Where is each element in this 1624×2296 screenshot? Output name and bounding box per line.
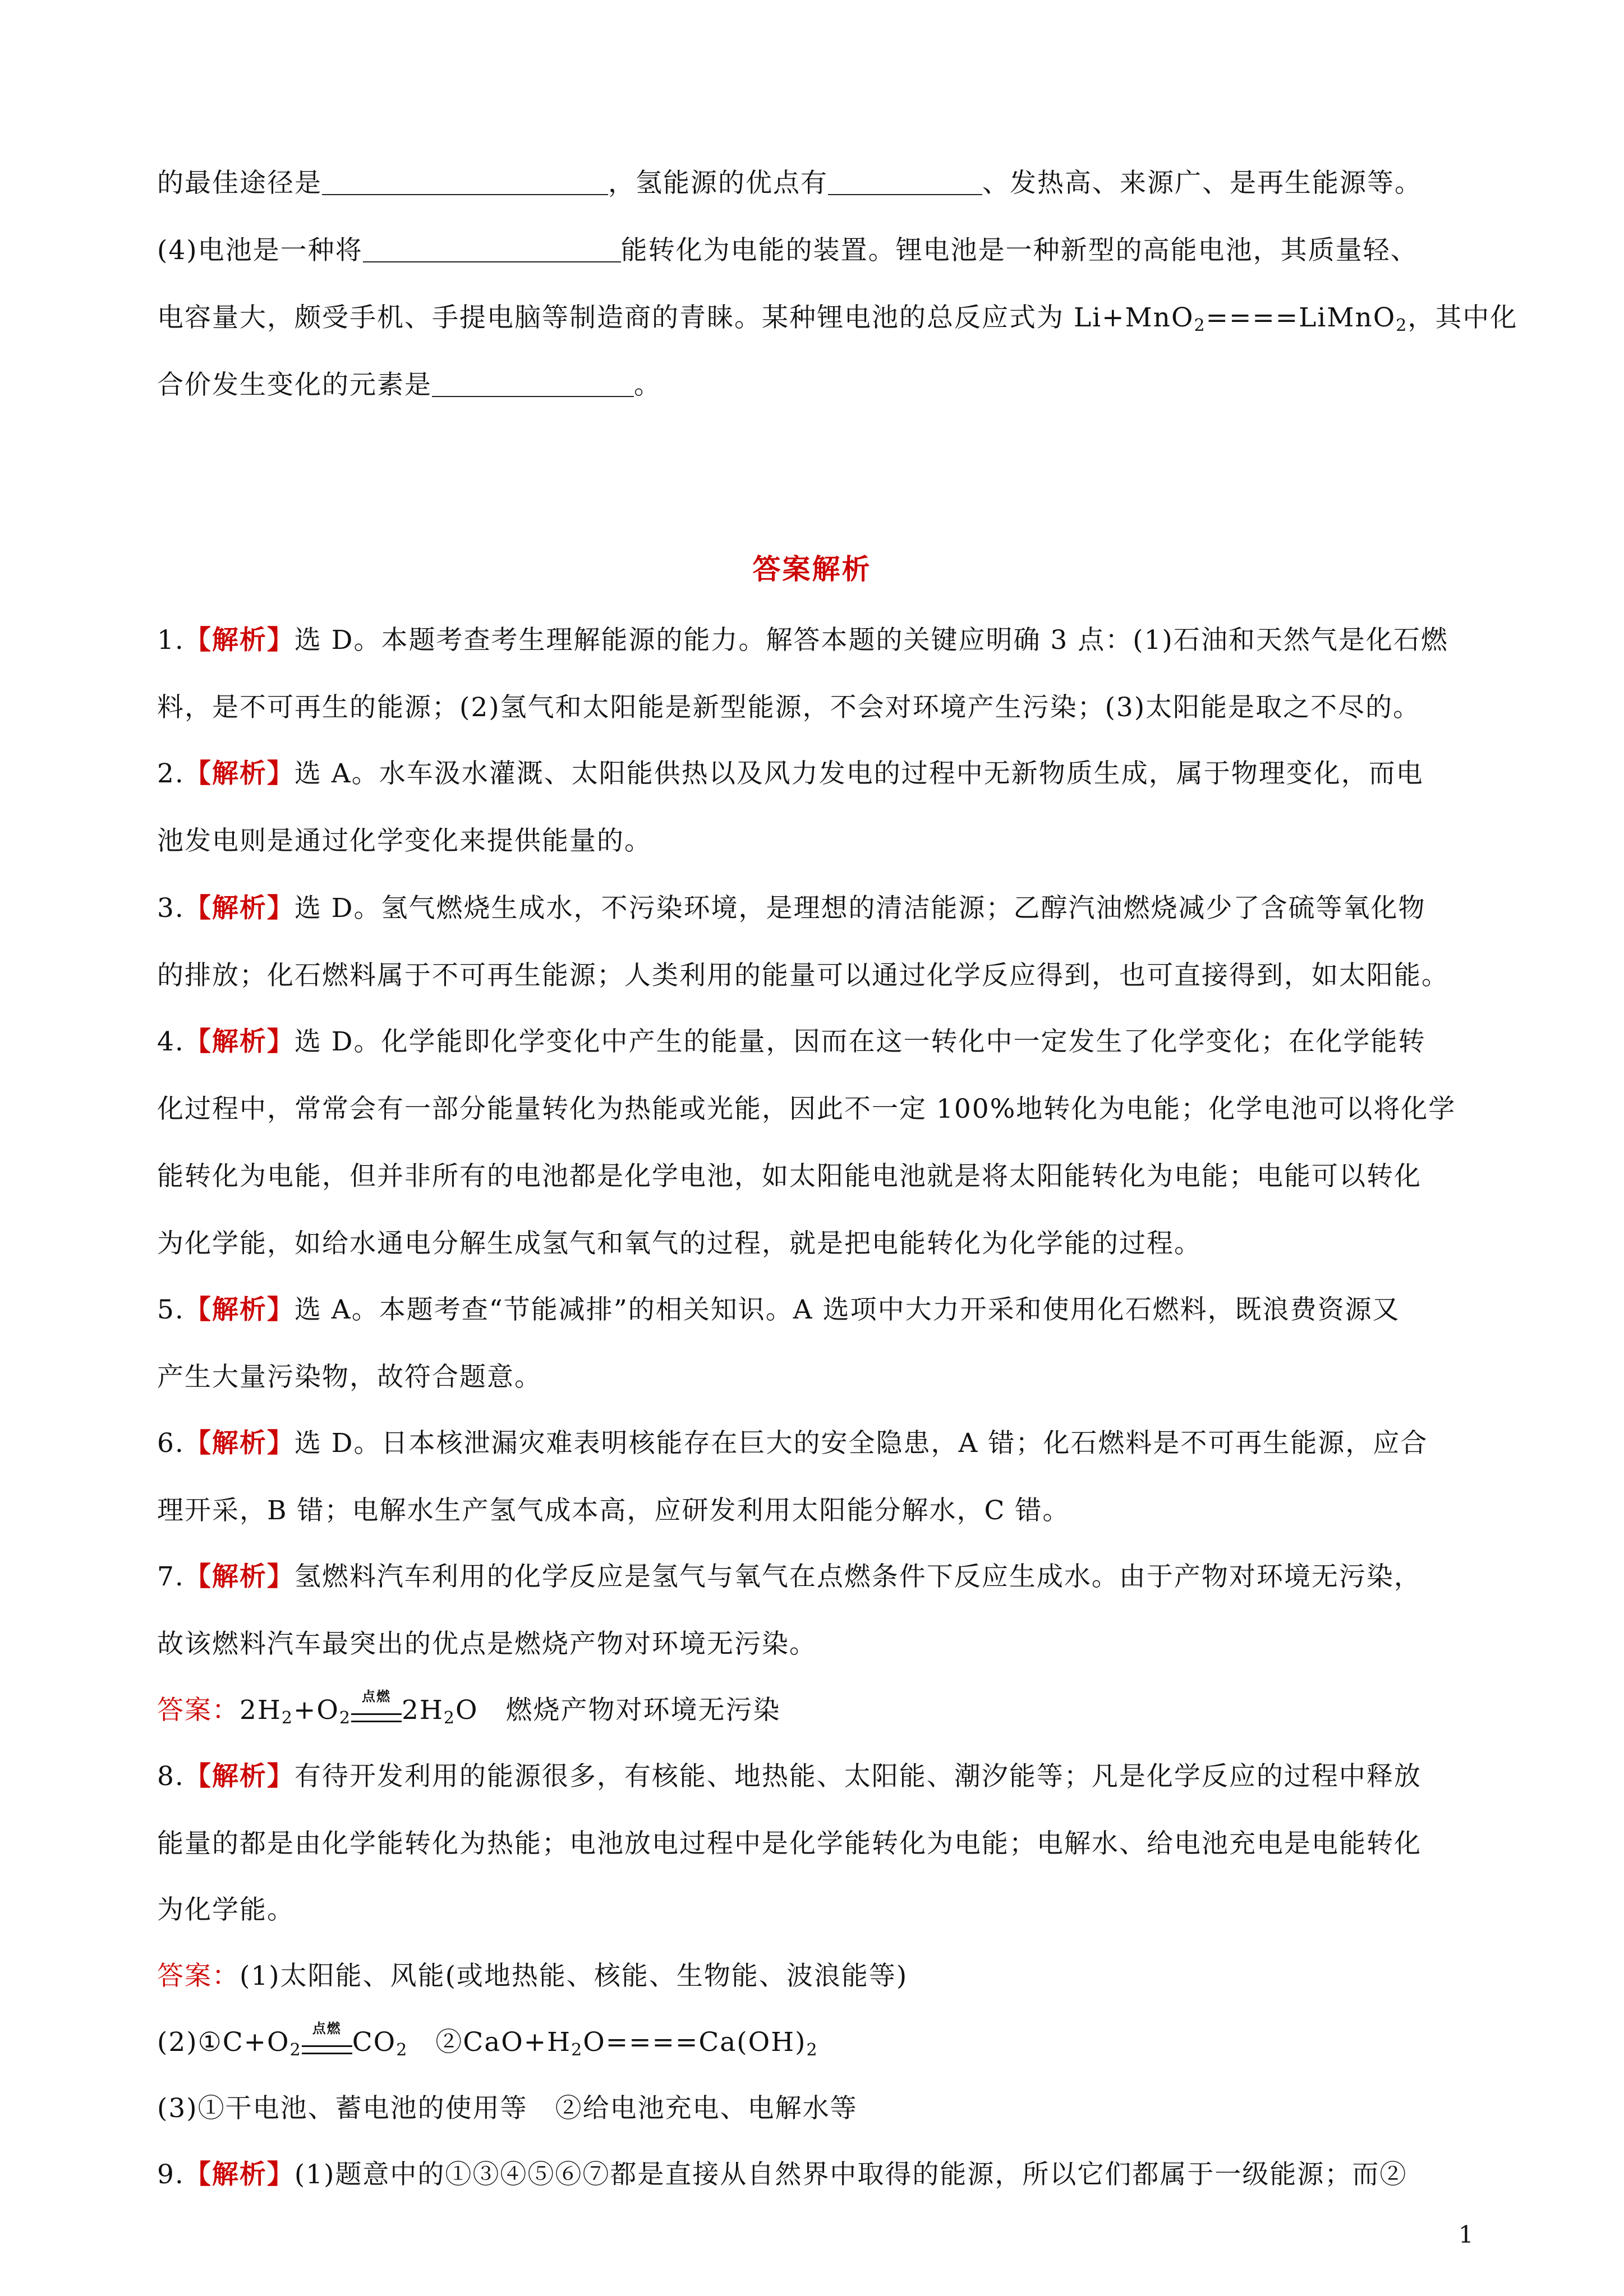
text-segment: 合价发生变化的元素是 <box>157 370 432 400</box>
subscript: 2 <box>571 2040 583 2060</box>
formula-part: CO <box>352 2027 397 2058</box>
answer-label: 答案： <box>157 1961 240 1991</box>
fill-blank <box>828 172 982 195</box>
answer-item-2 <box>157 756 1478 792</box>
analysis-tag: 【解析】 <box>184 1294 295 1325</box>
analysis-tag: 【解析】 <box>184 1026 295 1057</box>
item-number: 1. <box>157 625 185 656</box>
subscript: 2 <box>806 2040 818 2060</box>
text-segment: 料，是不可再生的能源；(2)氢气和太阳能是新型能源，不会对环境产生污染；(3)太阳能是取之不尽的。 <box>157 692 1421 723</box>
text-segment: 化过程中，常常会有一部分能量转化为热能或光能，因此不一定 100%地转化为电能；化学电池可以将化学 <box>157 1094 1456 1124</box>
analysis-tag: 【解析】 <box>184 1561 295 1592</box>
item-number: 7. <box>157 1561 185 1592</box>
text-segment: (4)电池是一种将 <box>157 235 363 266</box>
formula-part: (2)①C+O <box>157 2027 290 2058</box>
text-segment: 为化学能，如给水通电分解生成氢气和氧气的过程，就是把电能转化为化学能的过程。 <box>157 1228 1202 1259</box>
text-segment: 能转化为电能，但并非所有的电池都是化学电池，如太阳能电池就是将太阳能转化为电能；电能可以转化 <box>157 1161 1421 1192</box>
answer-item-4 <box>157 1024 1478 1060</box>
fill-blank <box>363 239 621 262</box>
text-segment: 池发电则是通过化学变化来提供能量的。 <box>157 826 652 856</box>
answer-item-8 <box>157 1759 1478 1795</box>
subscript: 2 <box>1396 316 1408 335</box>
answer-line-8-2 <box>157 2020 1478 2060</box>
text-segment: ，其中化 <box>1407 302 1518 333</box>
text-segment: 。 <box>634 370 661 400</box>
section-title: 答案解析 <box>752 552 872 585</box>
analysis-tag: 【解析】 <box>184 1428 295 1459</box>
reaction-condition-sign <box>351 1688 402 1722</box>
subscript: 2 <box>396 2040 408 2060</box>
answer-item-4-cont <box>157 1091 1478 1127</box>
text-segment: 有待开发利用的能源很多，有核能、地热能、太阳能、潮汐能等；凡是化学反应的过程中释放 <box>294 1761 1421 1792</box>
subscript: 2 <box>289 2040 302 2060</box>
question-text-line <box>157 300 1518 336</box>
formula-part: O====Ca(OH) <box>583 2027 807 2058</box>
answer-item-8-cont <box>157 1826 1478 1862</box>
answer-item-3-cont <box>157 958 1478 994</box>
answer-item-6-cont <box>157 1493 1478 1529</box>
analysis-tag: 【解析】 <box>184 1761 295 1792</box>
answer-item-5 <box>157 1292 1478 1328</box>
text-segment: 为化学能。 <box>157 1894 295 1925</box>
answer-item-8-cont <box>157 1892 1478 1928</box>
text-segment: 故该燃料汽车最突出的优点是燃烧产物对环境无污染。 <box>157 1629 817 1659</box>
item-number: 9. <box>157 2159 185 2190</box>
formula-part: 2H <box>240 1695 282 1726</box>
answer-item-7-cont <box>157 1626 1478 1662</box>
item-number: 8. <box>157 1761 185 1792</box>
reaction-condition-sign <box>302 2020 352 2054</box>
text-segment: (1)题意中的①③④⑤⑥⑦都是直接从自然界中取得的能源，所以它们都属于一级能源；而② <box>294 2159 1407 2190</box>
text-segment: 、发热高、来源广、是再生能源等。 <box>982 168 1422 199</box>
text-segment: (1)太阳能、风能(或地热能、核能、生物能、波浪能等) <box>240 1961 908 1991</box>
text-segment: 选 D。氢气燃烧生成水，不污染环境，是理想的清洁能源；乙醇汽油燃烧减少了含硫等氧化物 <box>294 893 1426 924</box>
text-segment: 能转化为电能的装置。锂电池是一种新型的高能电池，其质量轻、 <box>620 235 1418 266</box>
text-segment: 的排放；化石燃料属于不可再生能源；人类利用的能量可以通过化学反应得到，也可直接得到，如太阳能。 <box>157 960 1449 991</box>
answer-item-9 <box>157 2157 1478 2193</box>
condition-label: 点燃 <box>312 2020 342 2036</box>
page-number: 1 <box>1459 2221 1474 2248</box>
answer-item-3 <box>157 891 1478 926</box>
question-text-line <box>157 233 1478 269</box>
answer-item-1 <box>157 623 1478 658</box>
analysis-tag: 【解析】 <box>184 758 295 789</box>
answer-item-2-cont <box>157 823 1478 859</box>
text-segment: 的最佳途径是 <box>157 168 322 199</box>
formula-part: +O <box>293 1695 339 1726</box>
text-segment: 产生大量污染物，故符合题意。 <box>157 1362 542 1393</box>
text-segment: 选 A。本题考查“节能减排”的相关知识。A 选项中大力开采和使用化石燃料，既浪费资源又 <box>294 1294 1400 1325</box>
subscript: 2 <box>339 1708 351 1728</box>
equals-bars <box>351 1713 402 1722</box>
formula-part: 2H <box>402 1695 444 1726</box>
text-segment: 电容量大，颇受手机、手提电脑等制造商的青睐。某种锂电池的总反应式为 Li+MnO <box>157 302 1194 333</box>
item-number: 2. <box>157 758 185 789</box>
equals-bars <box>302 2045 352 2054</box>
answer-item-4-cont <box>157 1226 1478 1262</box>
subscript: 2 <box>1194 316 1206 335</box>
text-segment: 理开采，B 错；电解水生产氢气成本高，应研发利用太阳能分解水，C 错。 <box>157 1495 1070 1526</box>
subscript: 2 <box>443 1708 456 1728</box>
formula-part: ②CaO+H <box>408 2027 572 2058</box>
item-number: 6. <box>157 1428 185 1459</box>
answer-line-8 <box>157 1958 1478 1994</box>
analysis-tag: 【解析】 <box>184 893 295 924</box>
text-segment: 能量的都是由化学能转化为热能；电池放电过程中是化学能转化为电能；电解水、给电池充电是电能转化 <box>157 1828 1421 1859</box>
fill-blank <box>432 374 634 397</box>
text-segment: 选 D。本题考查考生理解能源的能力。解答本题的关键应明确 3 点：(1)石油和天然气是化石燃 <box>294 625 1448 656</box>
answer-item-4-cont <box>157 1159 1478 1195</box>
analysis-tag: 【解析】 <box>184 625 295 656</box>
answer-item-7 <box>157 1559 1478 1595</box>
analysis-tag: 【解析】 <box>184 2159 295 2190</box>
fill-blank <box>322 172 608 195</box>
condition-label: 点燃 <box>362 1688 391 1704</box>
text-segment: ====LiMnO <box>1206 302 1396 333</box>
question-text-line <box>157 165 1478 201</box>
item-number: 5. <box>157 1294 185 1325</box>
text-segment: (3)①干电池、蓄电池的使用等 ②给电池充电、电解水等 <box>157 2093 858 2124</box>
item-number: 3. <box>157 893 185 924</box>
formula-part: O 燃烧产物对环境无污染 <box>455 1695 781 1726</box>
answer-item-1-cont <box>157 690 1478 726</box>
text-segment: 氢燃料汽车利用的化学反应是氢气与氧气在点燃条件下反应生成水。由于产物对环境无污染， <box>294 1561 1421 1592</box>
answer-item-6 <box>157 1426 1478 1461</box>
subscript: 2 <box>281 1708 293 1728</box>
text-segment: ，氢能源的优点有 <box>608 168 828 199</box>
item-number: 4. <box>157 1026 185 1057</box>
text-segment: 选 D。化学能即化学变化中产生的能量，因而在这一转化中一定发生了化学变化；在化学能转 <box>294 1026 1426 1057</box>
text-segment: 选 A。水车汲水灌溉、太阳能供热以及风力发电的过程中无新物质生成，属于物理变化，而电 <box>294 758 1424 789</box>
answer-line-8-3 <box>157 2091 1478 2127</box>
answer-item-5-cont <box>157 1359 1478 1395</box>
answer-line-7 <box>157 1688 1478 1728</box>
answer-label: 答案： <box>157 1695 240 1726</box>
question-text-line <box>157 367 1478 403</box>
text-segment: 选 D。日本核泄漏灾难表明核能存在巨大的安全隐患，A 错；化石燃料是不可再生能源，应合 <box>294 1428 1428 1459</box>
